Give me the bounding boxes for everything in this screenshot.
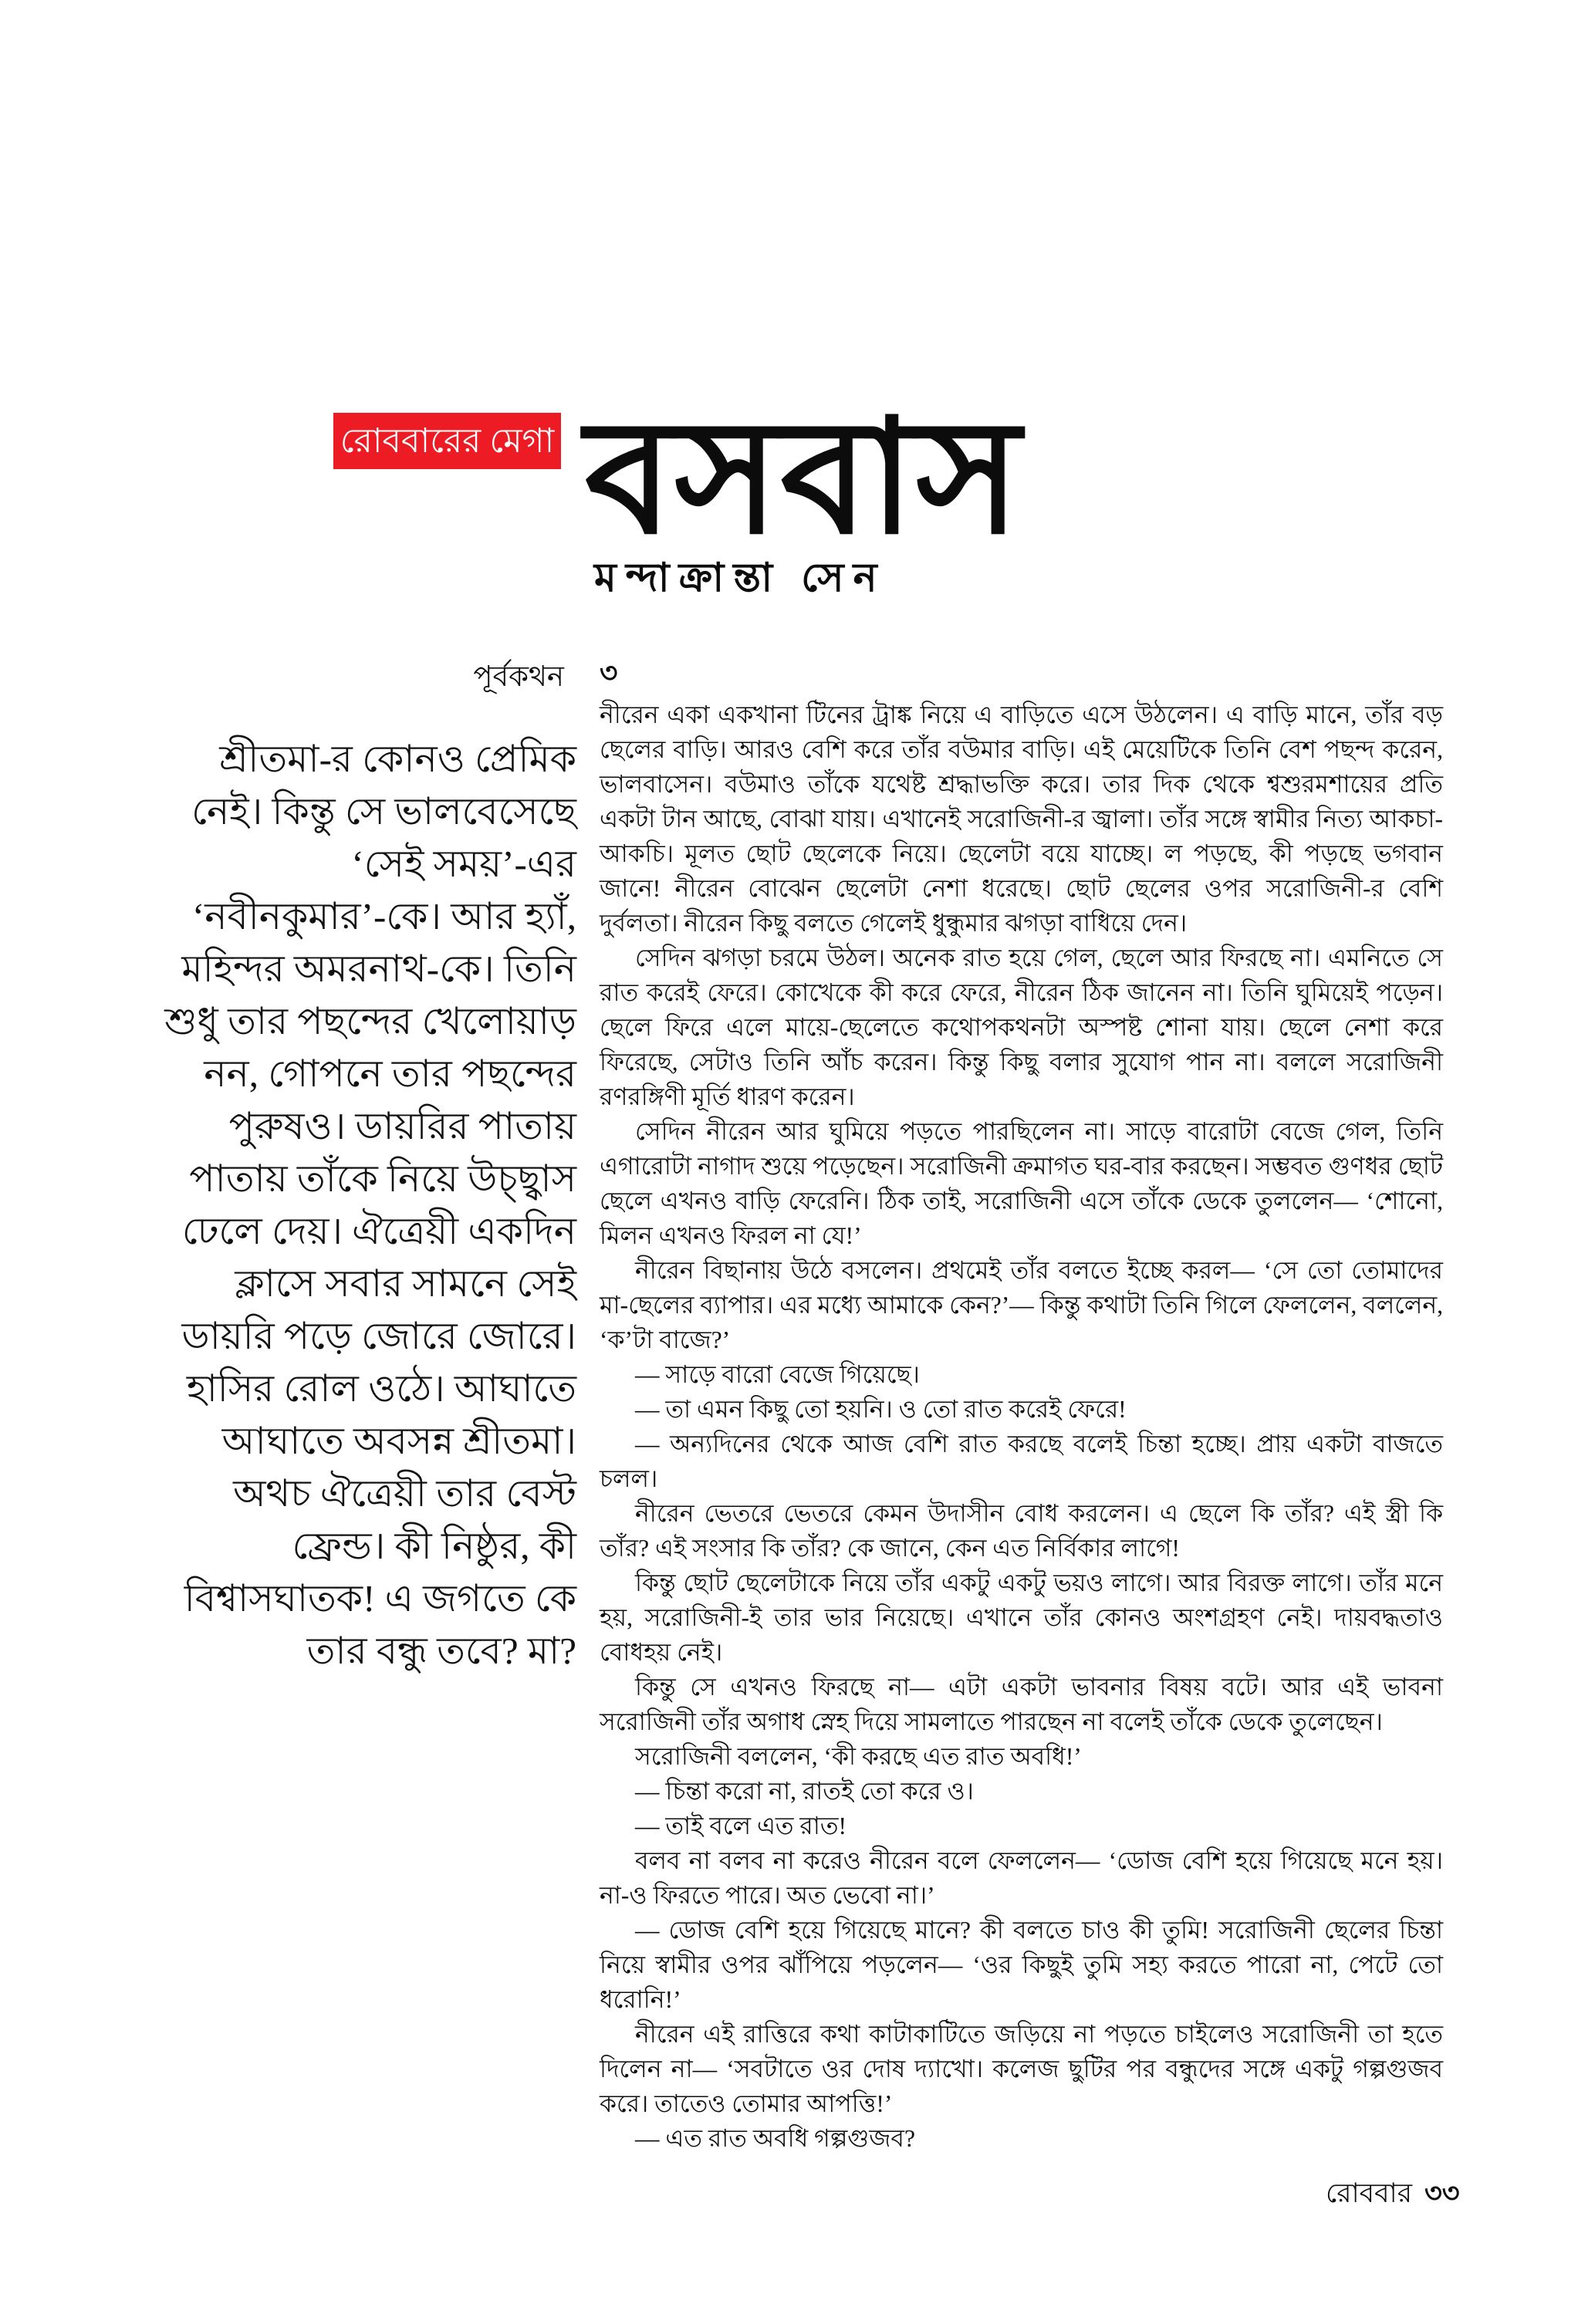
body-dialogue-line: — অন্যদিনের থেকে আজ বেশি রাত করছে বলেই চিন্তা হচ্ছে। প্রায় একটা বাজতে চলল। (600, 1431, 1443, 1492)
body-paragraph: বলব না বলব না করেও নীরেন বলে ফেললেন— ‘ডোজ বেশি হয়ে গিয়েছে মনে হয়। না-ও ফিরতে পারে। অত ভেবো না।’ (600, 1847, 1443, 1909)
body-paragraph: নীরেন বিছানায় উঠে বসলেন। প্রথমেই তাঁর বলতে ইচ্ছে করল— ‘সে তো তোমাদের মা-ছেলের ব্যাপার। এর মধ্যে আমাকে কেন?’— কিন্তু কথাটা তিনি গিলে ফেললেন, বললেন, ‘ক’টা বাজে?’ (600, 1257, 1443, 1353)
body-dialogue-line: — চিন্তা করো না, রাতই তো করে ও। (635, 1778, 974, 1805)
preface-heading: পূর্বকথন (473, 661, 564, 693)
page-number: ৩৩ (1424, 2178, 1460, 2208)
kicker-text: রোববারের মেগা (340, 421, 555, 460)
body-paragraph: কিন্তু ছোট ছেলেটাকে নিয়ে তাঁর একটু একটু ভয়ও লাগে। আর বিরক্ত লাগে। তাঁর মনে হয়, সরোজিনী-ই তার ভার নিয়েছে। এখানে তাঁর কোনও অংশগ্রহণ নেই। দায়বদ্ধতাও বোধহয় নেই। (600, 1569, 1443, 1666)
magazine-name: রোববার (1326, 2178, 1412, 2208)
body-paragraph: নীরেন এই রাত্তিরে কথা কাটাকাটিতে জড়িয়ে না পড়তে চাইলেও সরোজিনী তা হতে দিলেন না— ‘সবটাতে ওর দোষ দ্যাখো। কলেজ ছুটির পর বন্ধুদের সঙ্গে একটু গল্পগুজব করে। তাতেও তোমার আপত্তি!’ (600, 2021, 1443, 2117)
kicker-label (333, 413, 561, 469)
preface-sidebar (150, 657, 576, 1677)
page-footer (1326, 2177, 1459, 2210)
body-paragraph: সরোজিনী বললেন, ‘কী করছে এত রাত অবধি!’ (635, 1743, 1082, 1770)
body-paragraph: সেদিন নীরেন আর ঘুমিয়ে পড়তে পারছিলেন না। সাড়ে বারোটা বেজে গেল, তিনি এগারোটা নাগাদ শুয়ে পড়েছেন। সরোজিনী ক্রমাগত ঘর-বার করছেন। সম্ভবত গুণধর ছোট ছেলে এখনও বাড়ি ফেরেনি। ঠিক তাই, সরোজিনী এসে তাঁকে ডেকে তুললেন— ‘শোনো, মিলন এখনও ফিরল না যে!’ (600, 1118, 1443, 1249)
body-dialogue-line: — তা এমন কিছু তো হয়নি। ও তো রাত করেই ফেরে! (635, 1396, 1127, 1423)
body-dialogue-line: — ডোজ বেশি হয়ে গিয়েছে মানে? কী বলতে চাও কী তুমি! সরোজিনী ছেলের চিন্তা নিয়ে স্বামীর ওপর ঝাঁপিয়ে পড়লেন— ‘ওর কিছুই তুমি সহ্য করতে পারো না, পেটে তো ধরোনি!’ (600, 1917, 1443, 2013)
body-paragraph: সেদিন ঝগড়া চরমে উঠল। অনেক রাত হয়ে গেল, ছেলে আর ফিরছে না। এমনিতে সে রাত করেই ফেরে। কোখেকে কী করে ফেরে, নীরেন ঠিক জানেন না। তিনি ঘুমিয়েই পড়েন। ছেলে ফিরে এলে মায়ে-ছেলেতে কথোপকথনটা অস্পষ্ট শোনা যায়। ছেলে নেশা করে ফিরেছে, সেটাও তিনি আঁচ করেন। কিন্তু কিছু বলার সুযোগ পান না। বললে সরোজিনী রণরঙ্গিণী মূর্তি ধারণ করেন। (600, 944, 1443, 1110)
author-name: মন্দাক্রান্তা সেন (594, 556, 887, 600)
story-title: বসবাস (585, 391, 1022, 566)
body-dialogue-line: — সাড়ে বারো বেজে গিয়েছে। (635, 1361, 920, 1388)
preface-pull-quote: শ্রীতমা-র কোনও প্রেমিক নেই। কিন্তু সে ভালবেসেছে ‘সেই সময়’-এর ‘নবীনকুমার’-কে। আর হ্যাঁ, মহিন্দর অমরনাথ-কে। তিনি শুধু তার পছন্দের খেলোয়াড় নন, গোপনে তার পছন্দের পুরুষও। ডায়রির পাতায় পাতায় তাঁকে নিয়ে উচ্ছ্বাস ঢেলে দেয়। ঐত্রেয়ী একদিন ক্লাসে সবার সামনে সেই ডায়রি পড়ে জোরে জোরে। হাসির রোল ওঠে। আঘাতে আঘাতে অবসন্ন শ্রীতমা। অথচ ঐত্রেয়ী তার বেস্ট ফ্রেন্ড। কী নিষ্ঠুর, কী বিশ্বাসঘাতক! এ জগতে কে তার বন্ধু তবে? মা? (164, 737, 576, 1672)
body-dialogue-line: — তাই বলে এত রাত! (635, 1812, 846, 1839)
body-paragraph: নীরেন ভেতরে ভেতরে কেমন উদাসীন বোধ করলেন। এ ছেলে কি তাঁর? এই স্ত্রী কি তাঁর? এই সংসার কি তাঁর? কে জানে, কেন এত নির্বিকার লাগে! (600, 1500, 1443, 1562)
story-body (600, 657, 1443, 2156)
section-number: ৩ (600, 657, 618, 688)
body-paragraph: কিন্তু সে এখনও ফিরছে না— এটা একটা ভাবনার বিষয় বটে। আর এই ভাবনা সরোজিনী তাঁর অগাধ স্নেহ দিয়ে সামলাতে পারছেন না বলেই তাঁকে ডেকে তুলেছেন। (600, 1674, 1443, 1735)
body-dialogue-line: — এত রাত অবধি গল্পগুজব? (635, 2125, 915, 2152)
body-paragraph: নীরেন একা একখানা টিনের ট্রাঙ্ক নিয়ে এ বাড়িতে এসে উঠলেন। এ বাড়ি মানে, তাঁর বড় ছেলের বাড়ি। আরও বেশি করে তাঁর বউমার বাড়ি। এই মেয়েটিকে তিনি বেশ পছন্দ করেন, ভালবাসেন। বউমাও তাঁকে যথেষ্ট শ্রদ্ধাভক্তি করে। তার দিক থেকে শ্বশুরমশায়ের প্রতি একটা টান আছে, বোঝা যায়। এখানেই সরোজিনী-র জ্বালা। তাঁর সঙ্গে স্বামীর নিত্য আকচা-আকচি। মূলত ছোট ছেলেকে নিয়ে। ছেলেটা বয়ে যাচ্ছে। ল পড়ছে, কী পড়ছে ভগবান জানে! নীরেন বোঝেন ছেলেটা নেশা ধরেছে। ছোট ছেলের ওপর সরোজিনী-র বেশি দুর্বলতা। নীরেন কিছু বলতে গেলেই ধুন্ধুমার ঝগড়া বাধিয়ে দেন। (600, 701, 1443, 937)
